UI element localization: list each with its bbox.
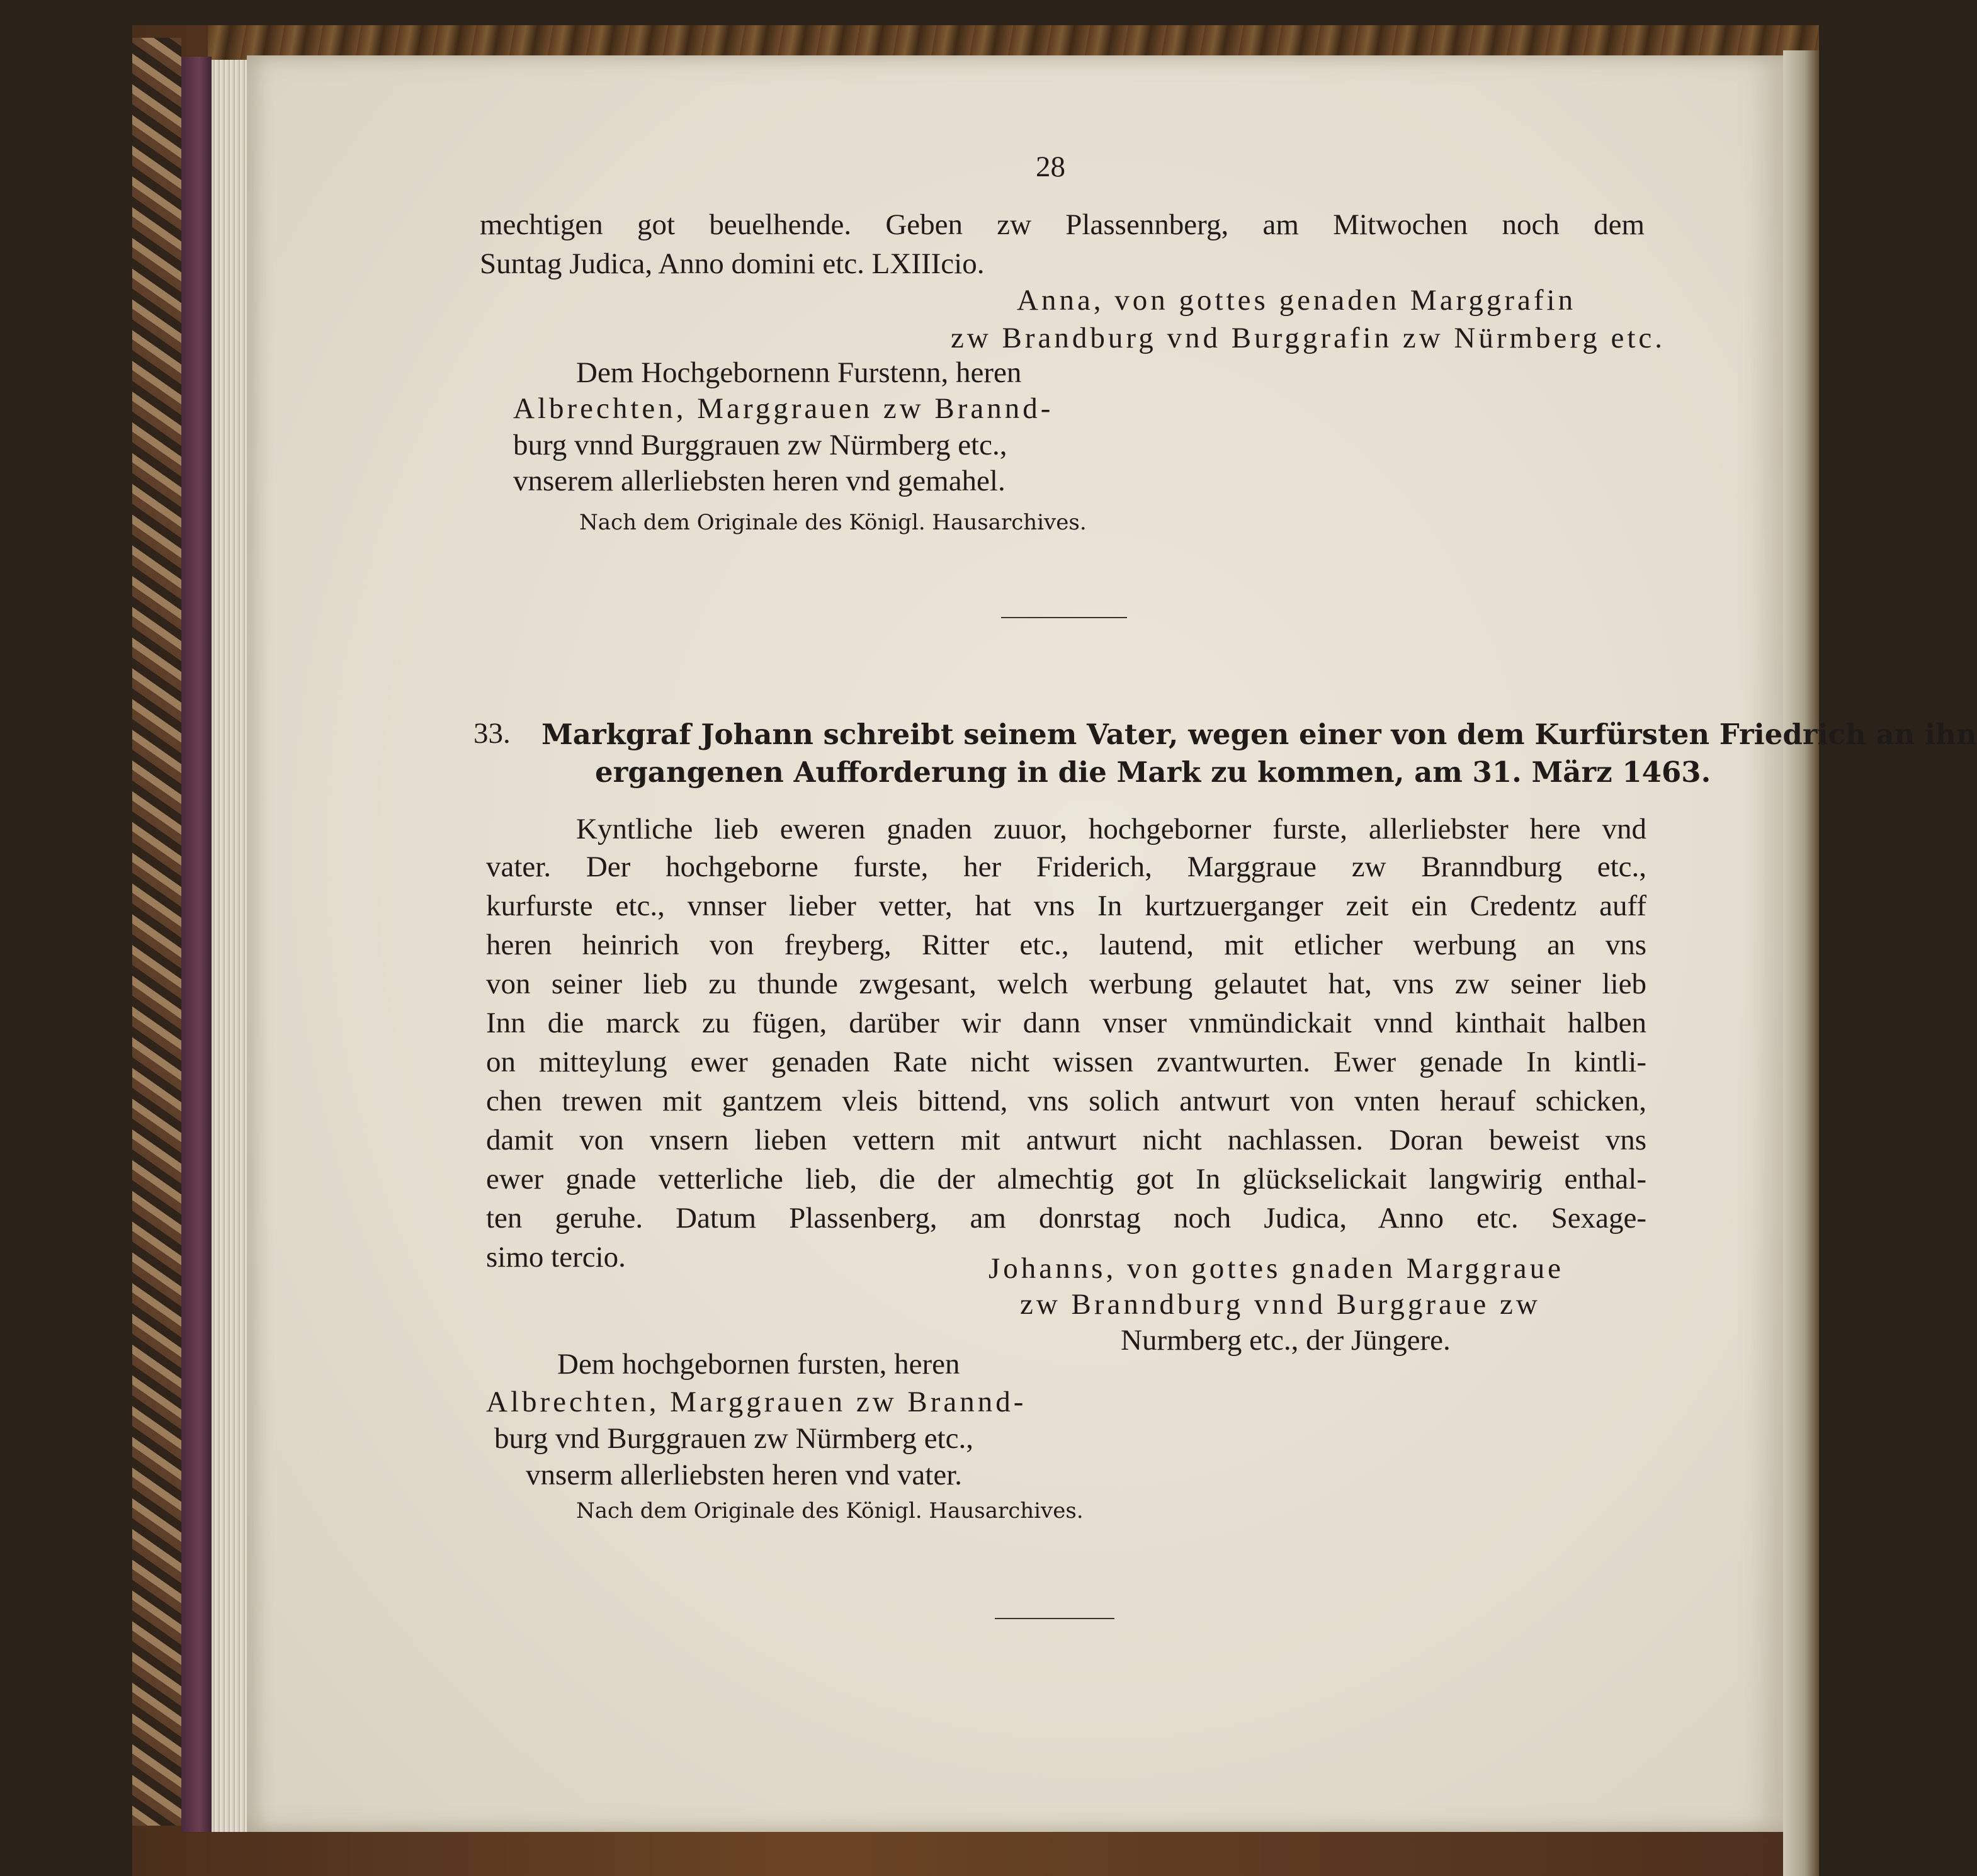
body-line: Kyntliche lieb eweren gnaden zuuor, hochgeborner furste, allerliebster here vnd	[576, 813, 1646, 845]
signature-line: zw Branndburg vnnd Burggraue zw	[1020, 1288, 1541, 1321]
signature-line: Nurmberg etc., der Jüngere.	[1121, 1324, 1451, 1357]
address-line: Albrechten, Marggrauen zw Brannd-	[486, 1386, 1027, 1418]
body-line: kurfurste etc., vnnser lieber vetter, hat vns In kurtzuerganger zeit ein Credentz auff	[486, 890, 1646, 922]
page-number: 28	[1036, 150, 1065, 183]
letter1-signature-line: zw Brandburg vnd Burggrafin zw Nürmberg etc.	[951, 322, 1665, 354]
body-line: ten geruhe. Datum Plassenberg, am donrstag noch Judica, Anno etc. Sexage-	[486, 1202, 1646, 1235]
document-heading: Markgraf Johann schreibt seinem Vater, wegen einer von dem Kurfürsten Friedrich an ihn	[541, 718, 1977, 751]
document-heading: ergangenen Aufforderung in die Mark zu kommen, am 31. März 1463.	[595, 755, 1711, 789]
body-line: Inn die marck zu fügen, darüber wir dann vnser vnmündickait vnnd kinthait halben	[486, 1007, 1646, 1039]
body-line: heren heinrich von freyberg, Ritter etc., lautend, mit etlicher werbung an vns	[486, 929, 1646, 961]
address-line: burg vnd Burggrauen zw Nürmberg etc.,	[494, 1422, 973, 1455]
letter1-line2: Suntag Judica, Anno domini etc. LXIIIcio.	[480, 247, 985, 280]
source-note: Nach dem Originale des Königl. Hausarchives.	[576, 1498, 1084, 1523]
document-number: 33.	[473, 717, 511, 750]
letter1-line1: mechtigen got beuelhende. Geben zw Plassennberg, am Mitwochen noch dem	[480, 208, 1645, 241]
letter1-address-line: burg vnnd Burggrauen zw Nürmberg etc.,	[513, 429, 1007, 461]
page-stack-edges	[212, 60, 249, 1832]
body-line: damit von vnsern lieben vettern mit antwurt nicht nachlassen. Doran beweist vns	[486, 1124, 1646, 1156]
letter1-address-line: vnserem allerliebsten heren vnd gemahel.	[513, 465, 1005, 497]
marbled-binding	[132, 38, 181, 1826]
section-divider	[995, 1618, 1114, 1619]
body-line: simo tercio.	[486, 1241, 626, 1274]
facing-page-edge	[1783, 50, 1819, 1876]
section-divider	[1001, 617, 1127, 618]
letter1-address-line: Albrechten, Marggrauen zw Brannd-	[513, 392, 1054, 425]
letter1-signature-line: Anna, von gottes genaden Marggrafin	[1017, 284, 1577, 317]
body-line: chen trewen mit gantzem vleis bittend, vns solich antwurt von vnten herauf schicken,	[486, 1085, 1646, 1117]
body-line: vater. Der hochgeborne furste, her Friderich, Marggraue zw Branndburg etc.,	[486, 850, 1646, 883]
body-line: von seiner lieb zu thunde zwgesant, welch werbung gelautet hat, vns zw seiner lieb	[486, 968, 1646, 1000]
address-line: Dem hochgebornen fursten, heren	[557, 1348, 960, 1381]
body-line: ewer gnade vetterliche lieb, die der almechtig got In glückselickait langwirig enthal-	[486, 1163, 1646, 1195]
signature-line: Johanns, von gottes gnaden Marggraue	[988, 1252, 1565, 1285]
body-line: on mitteylung ewer genaden Rate nicht wissen zvantwurten. Ewer genade In kintli-	[486, 1046, 1646, 1078]
letter1-address-line: Dem Hochgebornenn Furstenn, heren	[576, 356, 1022, 389]
binding-spine-edge	[181, 57, 212, 1832]
letter1-source-note: Nach dem Originale des Königl. Hausarchives.	[579, 510, 1087, 535]
address-line: vnserm allerliebsten heren vnd vater.	[526, 1459, 962, 1491]
